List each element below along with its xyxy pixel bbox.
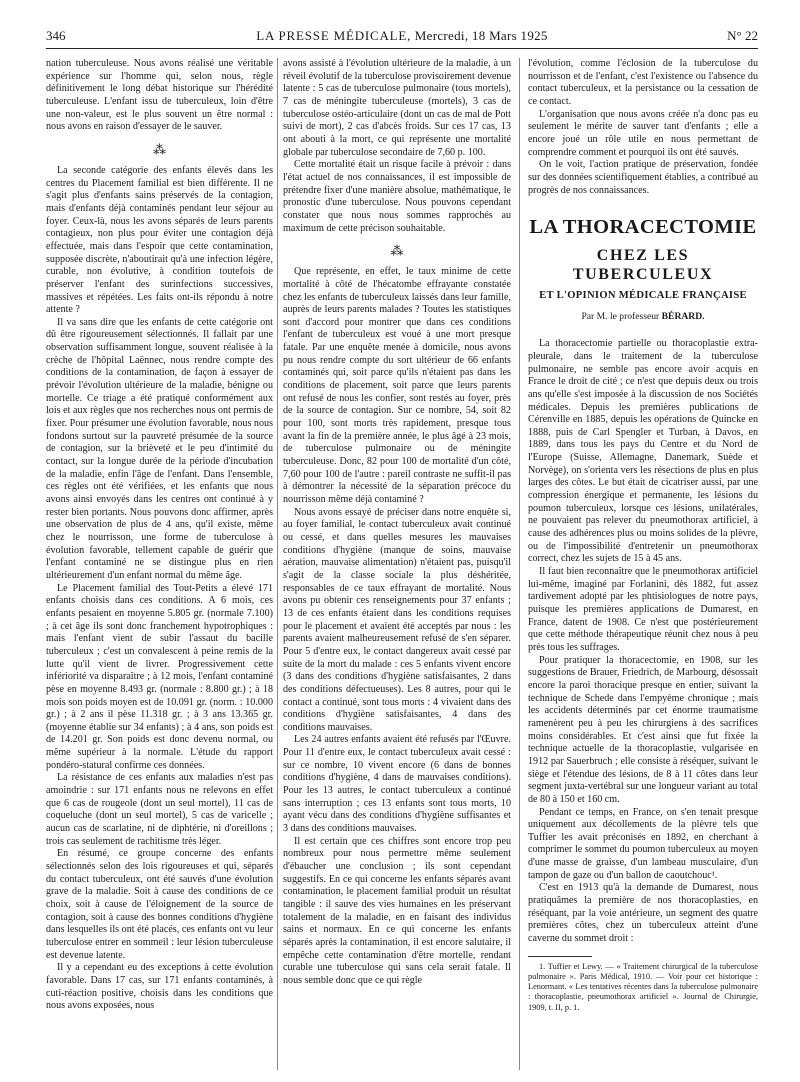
paragraph: l'évolution, comme l'éclosion de la tuberculose du nourrisson et de l'enfant, c'est l'existence ou l'absence du contact tuberculeux, et la persistance ou la cessation de ce contact. — [528, 58, 758, 107]
paragraph: Que représente, en effet, le taux minime de cette mortalité à côté de l'hécatombe effrayante constatée chez les enfants de tuberculeux laissés dans leur famille, auprès de leurs parents malades ? Toutes les statistiques sont d'accord pour montrer que dans ces conditions l'enfant de tuberculeux est voué à une mort presque fatale. Par une enquête menée à domicile, nous avons pu nous rendre compte du sort ultérieur de 66 enfants contaminés qui, soit parce qu'ils n'étaient pas dans les conditions de placement, soit parce que leurs parents ont refusé de nous les confier, sont restés au foyer, près de la source de contagion. Sur ce nombre, 54, soit 82 pour 100, sont morts très rapidement, presque tous avant la fin de la première année, le plus âgé à 23 mois, de tuberculose pulmonaire ou de méningite tuberculeuse. Donc, 82 pour 100 de mortalité d'un côté, 7,60 pour 100 de l'autre : pareil contraste ne suffit-il pas à démontrer la nécessité de la séparation précoce du nourrisson même déjà contaminé ? — [283, 266, 511, 505]
paragraph: Cette mortalité était un risque facile à prévoir : dans l'état actuel de nos connaissances, il est impossible de prétendre fixer d'une manière absolue, mathématique, le pronostic d'une tuberculose. Nous pouvons cependant constater que nous nous sommes rapprochés au maximum de cette précison souhaitable. — [283, 159, 511, 234]
issue-number: N° 22 — [727, 28, 758, 43]
footnote: 1. Tuffier et Lewy. — « Traitement chirurgical de la tuberculose pulmonaire ». Paris Médical, 1910. — Voir pour cet historique : Lenormant. « Les tentatives récentes dans la tuberculose pulmonaire : thoracoplastie, pneumothorax artificiel ». Journal de Chirurgie, 1909, t. II, p. 1. — [528, 961, 758, 1012]
issue-date: Mercredi, 18 Mars 1925 — [414, 28, 548, 43]
paragraph: C'est en 1913 qu'à la demande de Dumarest, nous pratiquâmes la première de nos thoracoplasties, en réséquant, par la voie antérieure, un segment des quatre premières côtes, chez un tuberculeux atteint d'une caverne du sommet droit : — [528, 882, 758, 945]
paragraph: Le Placement familial des Tout-Petits a élevé 171 enfants choisis dans ces conditions. A 6 mois, ces enfants pesaient en moyenne 5.805 gr. (normale 7.100) ; à cet âge ils sont donc franchement hypotrophiques : mais l'enfant vient de subir l'assaut du bacille tuberculeux ; c'est un convalescent à peine remis de la lutte qu'il vient de livrer. Progressivement cette infériorité va disparaître ; à 12 mois, l'enfant contaminé pèse en moyenne 8.493 gr. (normale : 8.800 gr.) ; à 18 mois son poids moyen est de 10.091 gr. (norm. : 10.000 gr.) ; à 2 ans il pèse 11.318 gr. ; à 3 ans 13.365 gr. (moyenne établie sur 34 enfants) ; à 4 ans, son poids est de 14.201 gr. Son poids est donc devenu normal, ou même supérieur à la normale. L'étude du rapport pondéro-statural confirme ces données. — [46, 582, 273, 771]
paragraph: Il y a cependant eu des exceptions à cette évolution favorable. Dans 17 cas, sur 171 enfants contaminés, à cuti-réaction positive, choisis dans les conditions que nous avons exposées, nous — [46, 962, 273, 1012]
middle-column-intro — [283, 58, 511, 235]
left-column — [46, 58, 273, 1073]
middle-column-body — [283, 266, 511, 987]
footnote-rule — [528, 956, 592, 957]
running-head — [46, 26, 758, 49]
column-divider — [519, 58, 520, 1070]
page-number: 346 — [46, 28, 66, 43]
article-headline: LA THORACECTOMIE — [529, 216, 757, 239]
paragraph: La seconde catégorie des enfants élevés dans les centres du Placement familial est bien différente. Il ne s'agit plus d'enfants sains préservés de la contagion, mais d'enfants déjà contaminés pendant leur séjour au foyer. Ceux-là, nous les avons séparés de leurs parents contagieux, non plus pour éviter une contagion déjà effectuée, mais dans l'espoir que cette contamination, supposée discrète, n'aboutirait qu'à une infection légère, curable, non évolutive, à condition toutefois de préserver l'enfant des surinfections successives, massives et répétées. Les faits ont-ils répondu à notre attente ? — [46, 164, 273, 316]
byline-author: BÉRARD. — [661, 311, 705, 323]
paragraph: On le voit, l'action pratique de préservation, fondée sur des données scientifiquement établies, a contribué au progrès de nos connaissances. — [528, 159, 758, 196]
paragraph: En résumé, ce groupe concerne des enfants sélectionnés selon des lois rigoureuses et qui, séparés du contact tuberculeux, ont été sauvés d'une évolution grave de la maladie. Soit à cause des conditions de ce choix, soit à cause de l'éloignement de la source de contagion, soit à cause des bonnes conditions d'hygiène dans lesquelles ils ont été placés, ces enfants ont vu leur tuberculose entrer en sommeil : leur lésion tuberculeuse est devenue latente. — [46, 848, 273, 961]
article-subsubhead: ET L'OPINION MÉDICALE FRANÇAISE — [539, 290, 747, 302]
paragraph: Nous avons essayé de préciser dans notre enquête si, au foyer familial, le contact tuberculeux avait continué ou cessé, et dans quelles mesures les mauvaises conditions d'hygiène (manque de soins, mauvaise aération, mauvaise alimentation) n'étaient pas, puisqu'il s'agit de la classe sociale la plus déshéritée, responsables de ce taux effrayant de mortalité. Nous avons pu obtenir ces renseignements pour 37 enfants ; 13 de ces enfants étaient dans les conditions requises pour le placement et avaient été acceptés par nous : les parents avaient malheureusement refusé de s'en séparer. Pour 5 d'entre eux, le contact dangereux avait cessé par suite de la mort du malade : ces 5 enfants vivent encore (3 dans des conditions d'hygiène satisfaisantes, 2 dans des conditions défectueuses). Les 8 autres, pour qui le contact a continué, sont tous morts : 4 vivaient dans des conditions d'hygiène satisfaisantes, 4 dans des conditions mauvaises. — [283, 506, 511, 733]
paragraph: Pour pratiquer la thoracectomie, en 1908, sur les suggestions de Brauer, Friedrich, de Marbourg, désossait encore la paroi thoracique presque en entier, suivant la technique de Schede dans l'empyème chronique ; mais les accidents déterminés par cet énorme traumatisme ramenèrent peu à peu les chirurgiens à des sacrifices moins considérables. Et c'est ainsi que fut fixée la technique actuelle de la thoracoplastie, vulgarisée en 1912 par Sauerbruch ; elle consiste à réséquer, suivant le siège et l'étendue des lésions, de 8 à 11 côtes dans leur segment juxta-vertébral sur une longueur variant au total de 80 à 150 et 160 cm. — [528, 654, 758, 805]
middle-column — [283, 58, 511, 1073]
left-column-body — [46, 165, 273, 1013]
paragraph: La résistance de ces enfants aux maladies n'est pas amoindrie : sur 171 enfants nous ne relevons en effet que 6 cas de rougeole (dont un seul mortel), 11 cas de coqueluche (dont un seul mortel), 5 cas de varicelle ; aucun cas de scarlatine, ni de diphtérie, ni d'oreillons ; trois cas seulement de rachitisme très léger. — [46, 772, 273, 847]
paragraph: Il faut bien reconnaître que le pneumothorax artificiel lui-même, imaginé par Forlanini, dès 1882, fut assez tardivement adopté par les phtisiologues de notre pays, puisque les premières applications de Dumarest, en France, datent de 1908. Ce n'est que postérieurement que cette méthode thérapeutique réunit chez nous à peu près tous les suffrages. — [528, 566, 758, 653]
paragraph: La thoracectomie partielle ou thoracoplastie extra-pleurale, dans le traitement de la tuberculose pulmonaire, ne semble pas encore avoir acquis en France le droit de cité ; ce n'est que depuis deux ou trois ans qu'elle s'est imposée à la discussion de nos Sociétés médicales. Depuis les premières publications de Cérenville en 1885, depuis les opérations de Quincke en 1888, puis de Carl Spengler et Turban, à Davos, en 1889, dans tous les pays du Centre et du Nord de l'Europe (Suisse, Allemagne, Danemark, Suède et Norvège), on s'orienta vers les résections de plus en plus larges des côtes. Le but était de cicatriser aussi, par une compression énergique et permanente, les lésions du poumon tuberculeux, lorsque ces lésions, unilatérales, ne pouvaient pas relever du pneumothorax artificiel, à cause des adhérences plus ou moins solides de la plèvre, ou de l'impossibilité d'entretenir un pneumothorax correct, chez les sujets de 15 à 45 ans. — [528, 338, 758, 565]
section-asterism: ⁂ — [153, 141, 166, 157]
paragraph: nation tuberculeuse. Nous avons réalisé une véritable expérience sur l'homme qui, selon nous, règle définitivement le long débat historique sur l'hérédité tuberculeuse. L'enfant issu de tuberculeux, loin d'être une non-valeur, est le plus souvent un être normal : nous avons en raison d'essayer de le sauver. — [46, 58, 273, 133]
column-divider — [277, 58, 278, 1070]
article-subhead: CHEZ LES TUBERCULEUX — [572, 247, 714, 284]
paragraph: Pendant ce temps, en France, on s'en tenait presque uniquement aux décollements de la plèvre tels que Tuffier les avait préconisés en 1892, en cherchant à comprimer le sommet du poumon tuberculeux au moyen d'une masse de graisse, d'un lambeau musculaire, d'un tampon de gaze ou d'un ballon de caoutchouc¹. — [528, 806, 758, 881]
section-asterism: ⁂ — [390, 243, 404, 259]
paragraph: Il est certain que ces chiffres sont encore trop peu nombreux pour nous permettre même seulement d'ébaucher une conclusion ; ils sont cependant suggestifs. En ce qui concerne les enfants séparés avant contamination, le placement familial produit un résultat tangible : il sauve des vies humaines en les préservant totalement de la maladie, en en faisant des individus sains et normaux. En ce qui concerne les enfants séparés après la contamination, il est encore salutaire, il empêche cette contamination d'être mortelle, rendant curable une tuberculose qui sans cela serait fatale. Il nous semble donc que ce qui règle — [283, 835, 511, 986]
paragraph: Il va sans dire que les enfants de cette catégorie ont dû être rigoureusement sélectionnés. Il fallait par une observation suffisamment longue, souvent réalisée à la crèche de l'hôpital Laënnec, nous rendre compte des conditions de la contamination, de façon à essayer de prévoir l'évolution ultérieure de la maladie, bénigne ou mortelle. Ce triage a été pratiqué conformément aux lois et aux règles que nos recherches nous ont permis de fixer. Pour présumer une évolution favorable, nous nous fondons surtout sur la pauvreté présumée de la source de contagion, sur la brièveté et le peu d'intimité du contact, sur la longue durée de la période d'incubation de la maladie, enfin l'âge de l'enfant. Dans l'ensemble, ces règles ont été vérifiées, et les enfants que nous avons ainsi envoyés dans les centres ont continué à y rester bien portants. Nous pouvons donc affirmer, après une observation de plus de 4 ans, qu'il existe, même chez le nourrisson, une forme de tuberculose à évolution favorable, tellement capable de guérir que l'enfant contaminé ne se distingue plus en rien ultérieurement d'un enfant normal du même âge. — [46, 316, 273, 581]
article-byline — [528, 311, 758, 323]
paragraph: L'organisation que nous avons créée n'a donc pas eu seulement le mérite de sauver tant d'enfants ; elle a encore joué un rôle utile en nous permettant de comprendre comment et pourquoi ils ont été sauvés. — [528, 108, 758, 158]
left-column-intro — [46, 58, 273, 134]
journal-title: LA PRESSE MÉDICALE, — [256, 28, 412, 43]
byline-prefix: Par M. le professeur — [581, 311, 660, 323]
masthead — [46, 28, 758, 44]
paragraph: avons assisté à l'évolution ultérieure de la maladie, à un réveil évolutif de la tuberculose provisoirement devenue latente : 5 cas de tuberculose pulmonaire (tous mortels), 7 cas de méningite tuberculeuse (mortels), 3 cas de tuberculose ostéo-articulaire (dont un cas de mal de Pott suivi de mort), 2 cas d'abcès froids. Sur ces 17 cas, 13 ont abouti à la mort, ce qui représente une mortalité globale par tuberculose secondaire de 7,60 p. 100. — [283, 58, 511, 158]
right-column — [528, 58, 758, 1073]
article-body — [528, 338, 758, 946]
paragraph: Les 24 autres enfants avaient été refusés par l'Œuvre. Pour 11 d'entre eux, le contact tuberculeux avait cessé : sur ce nombre, 10 vivent encore (6 dans de bonnes conditions d'hygiène, 4 dans de mauvaises conditions). Pour les 13 autres, le contact tuberculeux a continué sans interruption ; ces 13 enfants sont tous morts, 10 ayant vécu dans des conditions d'hygiène suffisantes et 3 dans des conditions mauvaises. — [283, 734, 511, 835]
article-conclusion — [528, 58, 758, 197]
